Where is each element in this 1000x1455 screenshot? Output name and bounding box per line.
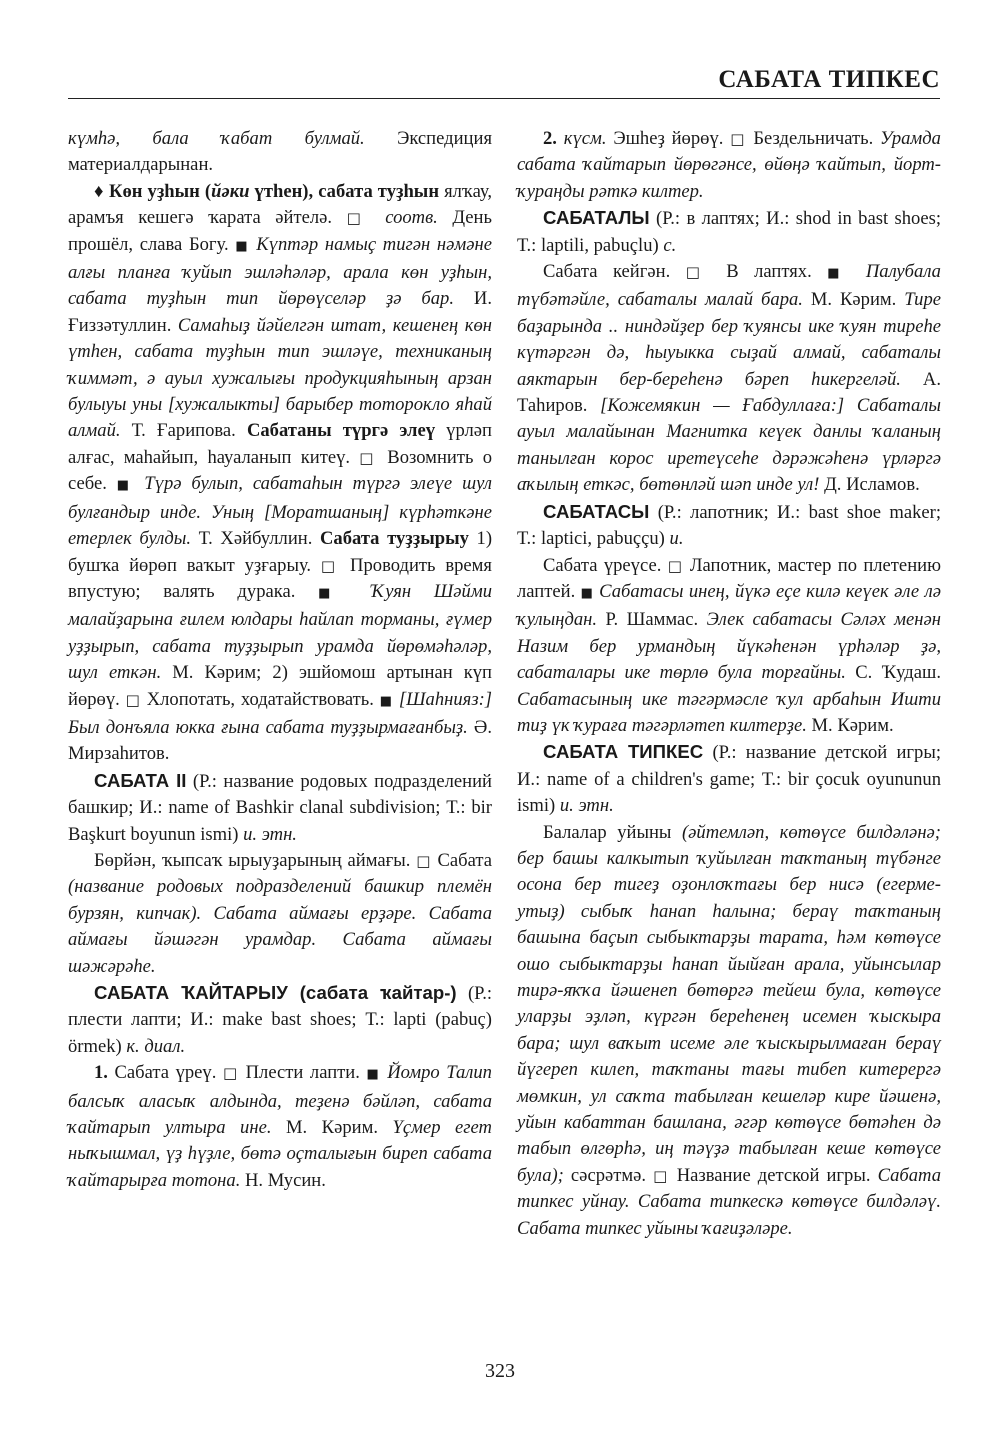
left-column — [68, 126, 492, 1194]
entry-italic-text: (название родовых подразделений башкир племён бурзян, кипчак). Сабата аймағы ерҙәре. Сабата аймағы йәшәгән урамдар. Сабата аймағы шәжәрәһе. — [68, 876, 492, 977]
entry-italic-text: к. диал. — [126, 1035, 186, 1057]
headword: САБАТА ҠАЙТАРЫУ (сабата ҡайтар-) — [94, 982, 457, 1003]
entry-text: (Р.: в лаптях; И.: shod in bast shoes; Т.: laptili, pabuçlu) — [517, 208, 941, 256]
black-square-marker: ■ — [116, 478, 135, 494]
entry-text: Возомнить о себе. — [68, 446, 492, 495]
entry-text: Сабата — [431, 849, 492, 871]
entry-text: М. Кәрим; 2) эшйомош артынан күп йөрөү. — [68, 662, 492, 710]
headword: САБАТА ТИПКЕС — [543, 741, 704, 763]
entry-italic-text: Сабатасының ике тәгәрмәсле ҡул арбаһын Ишти тиҙ үк ҡураға тәгәрләтеп килтерҙе. — [517, 688, 941, 736]
entry-bold-text: ♦ Көн уҙһын ( — [94, 180, 212, 202]
entry-text: Проводить время впустую; валять дурака. — [68, 554, 492, 602]
entry-text: Р. Шаммас. — [597, 609, 707, 631]
entry-text: Ә. Мирзаһитов. — [68, 716, 492, 765]
entry-italic-text: Йомро Талип балсыҡ аласыҡ алдында, теҙенә бәйләп, сабата ҡайтарып ултыра ине. — [68, 1062, 492, 1139]
entry-text: Бездельничать. — [746, 128, 881, 149]
entry-text: (Р.: название родовых подразделений башкир; И.: name of Bashkir clanal subdivision; Т.: bir Başkurt boyunun ismi) — [68, 770, 492, 845]
entry-text: Название детской игры. — [669, 1164, 878, 1186]
entry-text: (Р.: лапотник; И.: bast shoe maker; Т.: laptici, pabuççu) — [517, 501, 941, 550]
black-square-marker: ■ — [366, 1067, 381, 1083]
white-square-marker: □ — [320, 556, 341, 575]
white-square-marker: □ — [125, 690, 141, 709]
entry-text: Бөрйән, ҡыпсаҡ ырыуҙарының аймағы. — [94, 849, 417, 871]
headword: САБАТА II — [94, 769, 187, 791]
dictionary-paragraph — [517, 739, 941, 819]
entry-italic-text: Палубала түбәтәйле, сабаталы малай бара. — [517, 261, 941, 311]
entry-text: Хлопотать, ходатайствовать. — [140, 688, 380, 710]
dictionary-paragraph — [517, 499, 941, 553]
entry-italic-text: Урамда сабата ҡайтарып йөрөгәнсе, өйөңә ҡайтып, йорт-ҡураңды рәткә килтер. — [517, 128, 941, 202]
entry-text: Сабата үреүсе. — [543, 554, 668, 576]
entry-italic-text: Сабатасы инең, йүкә еҫе килә кеүек әле лә ҡулыңдан. — [517, 580, 941, 631]
black-square-marker: ■ — [318, 585, 349, 601]
entry-italic-text: күмһә, бала ҡабат булмай. — [68, 128, 365, 149]
entry-bold-text: 2. — [543, 128, 557, 149]
entry-text: М. Кәрим. — [271, 1117, 393, 1139]
entry-italic-text: Үҫмер егет ныҡышмал, үҙ һүҙле, бөтә оҫталығын биреп сабата ҡайтарырға тотона. — [68, 1117, 492, 1191]
entry-bold-italic-text: йәки — [211, 180, 250, 202]
entry-italic-text: Сабата типкес уйнау. Сабата типкескә көтөүсе билдәләү. Сабата типкес уйыны ҡағиҙәләре. — [517, 1164, 941, 1239]
entry-italic-text: Ҡуян Шәйми малайҙарына ғилем юлдары һайлап торманы, ғүмер уҙҙырып, сабата туҙҙырып урамда йөрөмәһәләр, шул еткән. — [68, 580, 492, 684]
headword: САБАТАЛЫ — [543, 207, 650, 229]
entry-text: сәсрәтмә. — [563, 1164, 654, 1186]
entry-italic-text: и. этн. — [243, 823, 297, 845]
white-square-marker: □ — [222, 1064, 240, 1083]
entry-italic-text: с. — [663, 234, 677, 256]
running-header-title: САБАТА ТИПКЕС — [718, 66, 940, 93]
entry-italic-text: Күптәр намыҫ тигән нәмәне алғы планға ҡуйып эшләһәләр, арала көн уҙһын, сабата туҙһын тип йөрөүселәр ҙә бар. — [68, 233, 492, 310]
entry-text: Плести лапти. — [239, 1062, 367, 1084]
entry-text: А. Таһиров. — [517, 368, 941, 417]
entry-text: Экспедиция материалдарынан. — [68, 128, 492, 176]
entry-text: И. Ғиззәтуллин. — [68, 288, 492, 336]
headword: САБАТАСЫ — [543, 500, 650, 522]
page-number: 323 — [485, 1360, 515, 1382]
entry-italic-text: соотв. — [370, 207, 438, 229]
dictionary-paragraph — [517, 126, 941, 205]
black-square-marker: ■ — [580, 585, 594, 601]
entry-bold-text: үтһен), сабата туҙһын — [249, 180, 440, 202]
entry-text: Т. Хәйбуллин. — [191, 528, 320, 550]
black-square-marker: ■ — [827, 266, 851, 282]
dictionary-paragraph — [68, 1060, 492, 1194]
entry-italic-text: (әйтемләп, көтөүсе билдәләнә; бер башы калкытып ҡуйылған таҡтаның түбәнге осона бер тигеҙ оҙонлоҡтағы бер нисә (егерме-утыҙ) сыбыҡ һанап һалына; бераү таҡтаның башына баҫып сыбыктарҙы тарата, һәм көтөүсе ошо сыбыктарҙы һанап йыйған арала, уйынсылар тирә-яҡҡа йәшенеп бөтөргә тейеш була, көтөүсе уларҙы эҙләп, күргән береһенең исемен ҡыскыра бара; шул ваҡыт исеме әле ҡыскырылмаған бераү йүгереп килеп, таҡтаны тағы тибеп китерергә мөмкин, ул саҡта табылған кешеләр кире йәшенә, уйын кабаттан башлана, әгәр көтөүсе бөтәһен дә табып өлгөрһә, иң тәүҙә табылған кеше көтөүсе була); — [517, 821, 941, 1186]
dictionary-paragraph — [517, 553, 941, 740]
white-square-marker: □ — [653, 1166, 670, 1185]
dictionary-paragraph — [68, 848, 492, 980]
entry-text: С. Ҡудаш. — [845, 662, 941, 684]
right-column — [517, 126, 941, 1242]
entry-text: ялҡау, арамъя кешегә ҡарата әйтелә. — [68, 180, 492, 229]
entry-text: Сабата кейгән. — [543, 261, 686, 283]
dictionary-paragraph — [517, 820, 941, 1243]
white-square-marker: □ — [416, 851, 432, 870]
entry-italic-text: [Кожемякин — Ғабдуллаға:] Сабаталы ауыл малайынан Магнитка кеүек данлы ҡаланың танылған корос иретеүсеһе дәрәжәһенә үрләргә аҡылың еткәс, бөтөнләй шәп инде ул! — [517, 395, 941, 496]
entry-italic-text: и. этн. — [559, 795, 614, 817]
entry-bold-text: Сабатаны түргә элеү — [246, 420, 436, 442]
entry-text: Эшһеҙ йөрөү. — [606, 128, 731, 149]
dictionary-paragraph — [517, 205, 941, 259]
entry-text: Балалар уйыны — [543, 821, 682, 843]
entry-text: Д. Исламов. — [819, 474, 920, 496]
dictionary-paragraph — [68, 126, 492, 179]
entry-text: В лаптях. — [710, 261, 828, 283]
entry-text: Т. Ғарипова. — [120, 420, 247, 442]
black-square-marker: ■ — [235, 238, 250, 254]
entry-italic-text: күсм. — [556, 128, 607, 149]
entry-bold-text: Сабата туҙҙырыу — [319, 528, 469, 550]
entry-text: (Р.: плести лапти; И.: make bast shoes; Т.: lapti (pabuç) örmek) — [68, 983, 493, 1057]
white-square-marker: □ — [359, 448, 379, 467]
white-square-marker: □ — [346, 209, 371, 228]
entry-text: День прошёл, слава Богу. — [68, 207, 492, 255]
entry-text: М. Кәрим. — [802, 289, 905, 311]
dictionary-paragraph — [517, 259, 941, 499]
entry-text: Лапотник, мастер по плетению лаптей. — [517, 554, 941, 602]
white-square-marker: □ — [730, 130, 747, 148]
entry-bold-text: 1. — [94, 1062, 108, 1084]
entry-italic-text: Самаһыҙ йәйелгән штат, кешенең көн үтһен, сабата туҙһын тип эшләүе, техниканың ҡиммәт, ә ауыл хужалығы продукцияһының арзан булыуы уны [хужалыкты] барыбер тоторокло яһай алмай. — [68, 314, 492, 442]
entry-italic-text: Элек сабатасы Сәләх менән Назим бер урмандың йүкәһенән үрһәләр ҙә, сабаталары ике төрлө була торғайны. — [517, 609, 941, 684]
white-square-marker: □ — [667, 556, 684, 575]
dictionary-paragraph — [68, 768, 492, 848]
entry-text: Сабата үреү. — [107, 1062, 223, 1084]
entry-italic-text: [Шаһнияз:] Был донъяла юкка ғына сабата туҙҙырмағанбыҙ. — [68, 688, 493, 738]
entry-text: (Р.: название детской игры; И.: name of a children's game; Т.: bir çocuk oyununun ismi) — [517, 742, 941, 817]
white-square-marker: □ — [685, 263, 711, 282]
entry-italic-text: и. — [669, 528, 684, 550]
dictionary-paragraph — [68, 980, 492, 1060]
entry-text: үрләп алғас, маһайып, һауаланып китеү. — [68, 420, 492, 468]
entry-text: М. Кәрим. — [806, 714, 894, 736]
entry-italic-text: Түрә булып, сабатаһын түргә элеүе шул булғандыр инде. Уның [Моратшаның] күрһәткәне етерлек булды. — [68, 473, 492, 550]
black-square-marker: ■ — [379, 693, 394, 709]
entry-text: Н. Мусин. — [240, 1169, 326, 1191]
entry-italic-text: Тире баҙарында .. ниндәйҙер бер ҡуянсы ике ҡуян тиреһе күтәргән дә, һыуыкка сыҙай алмай, сабаталы аяктарын бер-береһенә бәреп һикергеләй. — [517, 289, 941, 390]
dictionary-paragraph — [68, 179, 492, 768]
entry-text: 1) бушҡа йөрөп ваҡыт уҙғарыу. — [68, 528, 493, 576]
running-header — [68, 62, 940, 99]
